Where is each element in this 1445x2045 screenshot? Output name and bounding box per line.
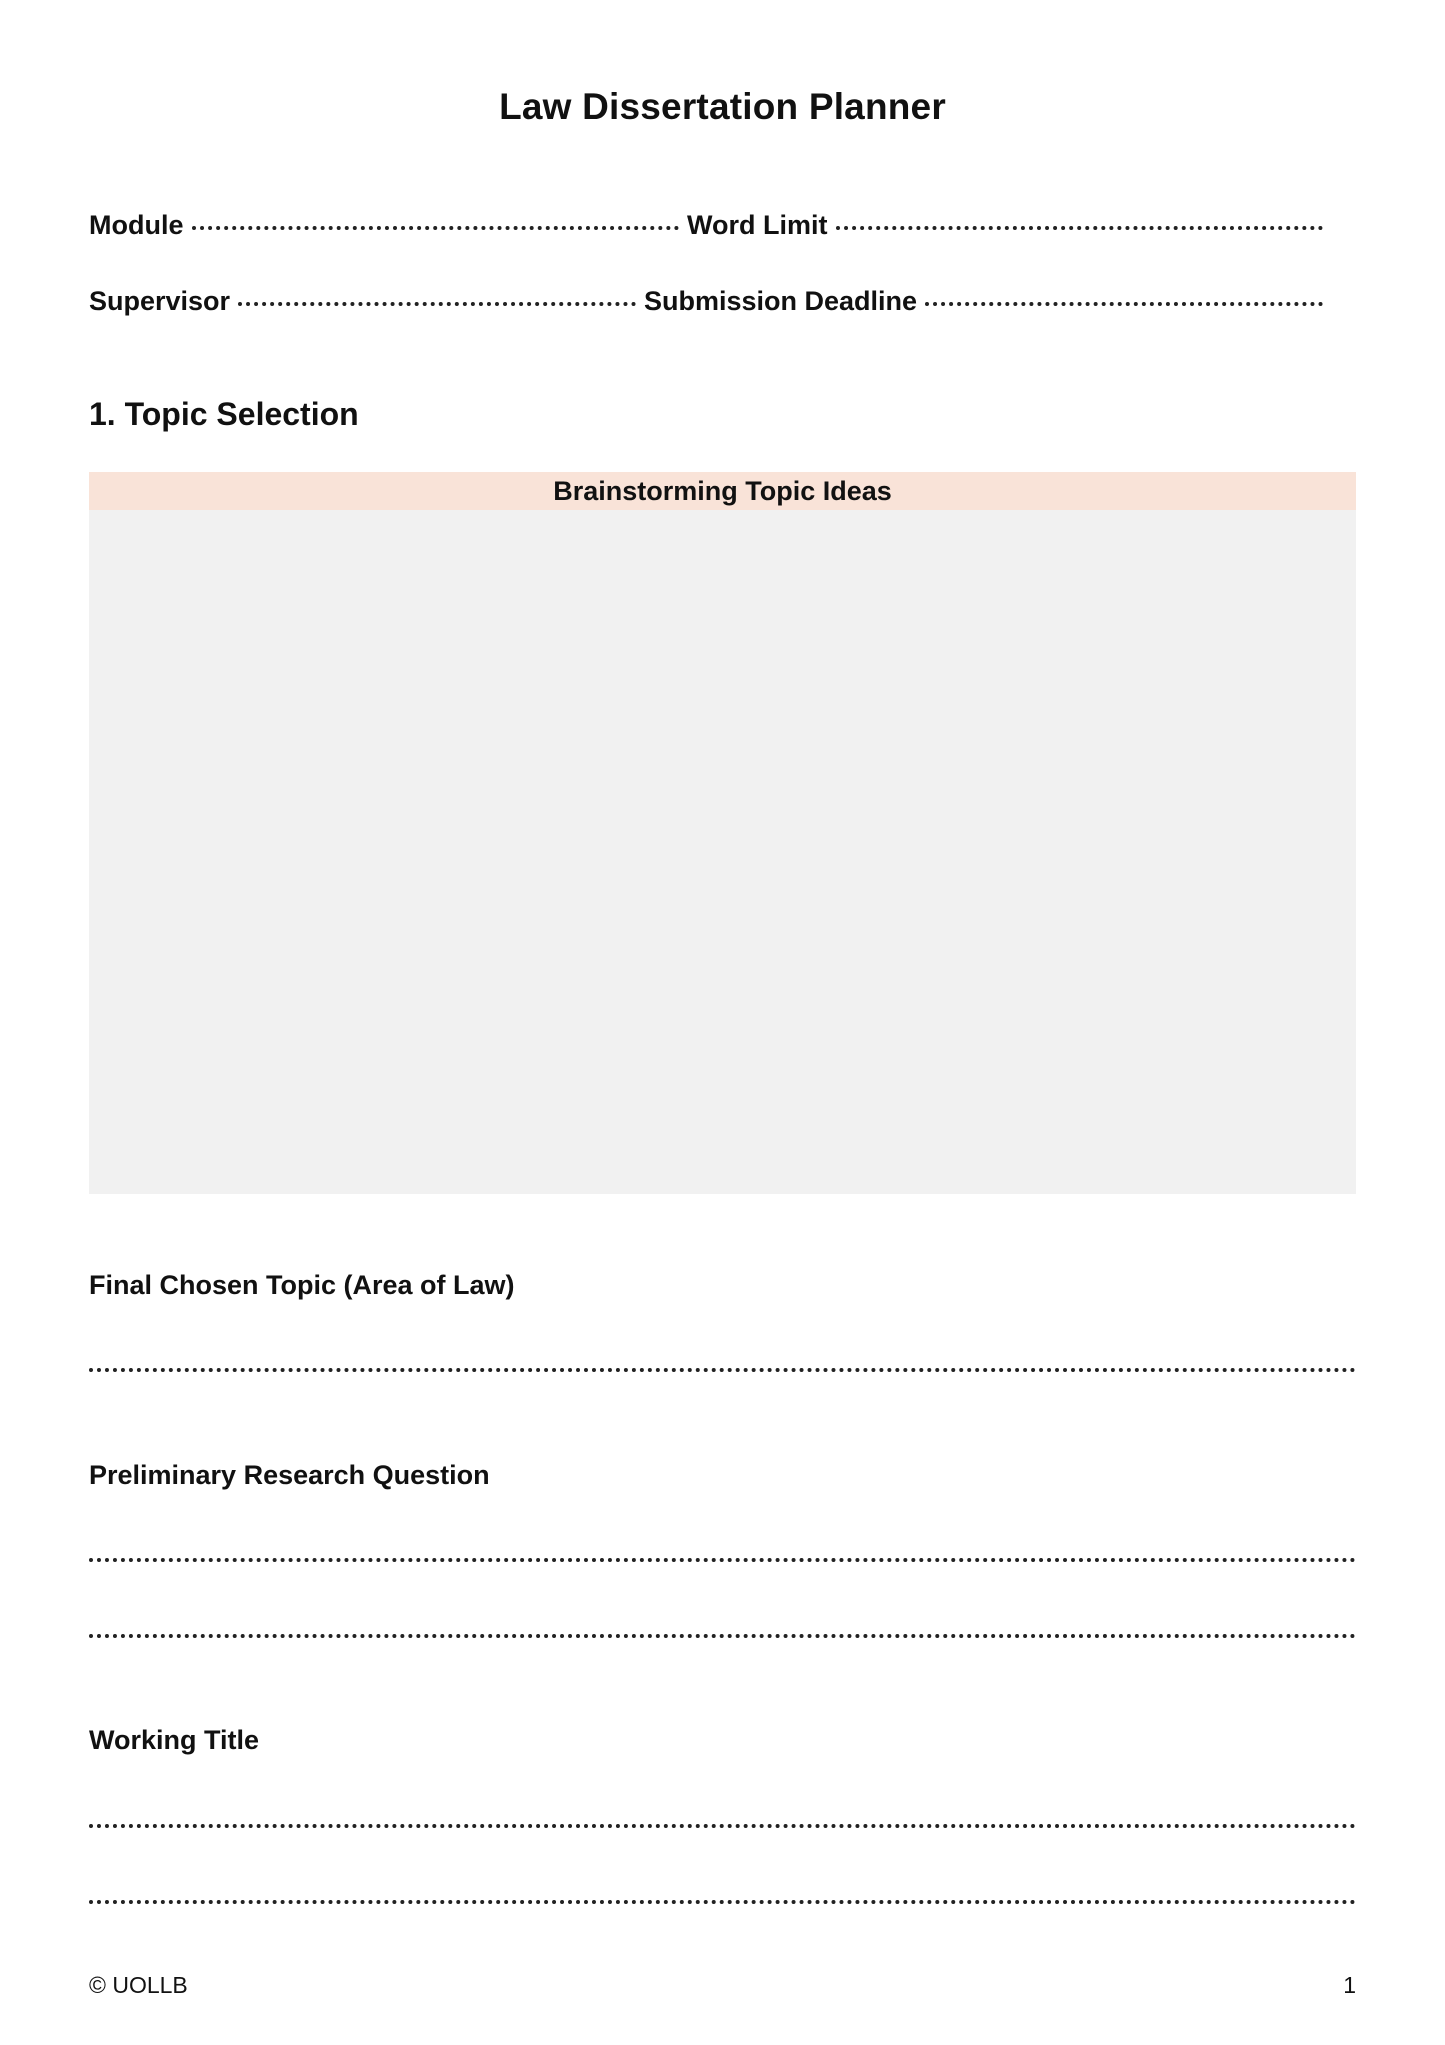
working-title-line-1[interactable]: [89, 1824, 1356, 1828]
supervisor-label: Supervisor: [89, 286, 231, 316]
research-question-line-2[interactable]: [89, 1634, 1356, 1638]
research-question-line-1[interactable]: [89, 1558, 1356, 1562]
word-limit-field[interactable]: [836, 226, 1324, 230]
page-title: Law Dissertation Planner: [499, 86, 946, 127]
submission-deadline-label: Submission Deadline: [644, 286, 918, 316]
final-topic-line[interactable]: [89, 1368, 1356, 1372]
supervisor-deadline-row: [89, 286, 1341, 317]
copyright-footer: © UOLLB: [89, 1972, 188, 1998]
final-topic-label: Final Chosen Topic (Area of Law): [89, 1270, 515, 1300]
working-title-label: Working Title: [89, 1725, 260, 1755]
supervisor-field[interactable]: [238, 302, 636, 306]
page-number: 1: [1343, 1972, 1356, 1998]
brainstorm-box[interactable]: [89, 472, 1356, 1194]
research-question-label: Preliminary Research Question: [89, 1460, 490, 1490]
section-heading: 1. Topic Selection: [89, 396, 359, 432]
module-word-limit-row: [89, 210, 1341, 241]
working-title-line-2[interactable]: [89, 1900, 1356, 1904]
module-field[interactable]: [192, 226, 680, 230]
brainstorm-header: Brainstorming Topic Ideas: [89, 472, 1356, 510]
word-limit-label: Word Limit: [687, 210, 828, 240]
submission-deadline-field[interactable]: [925, 302, 1323, 306]
module-label: Module: [89, 210, 184, 240]
